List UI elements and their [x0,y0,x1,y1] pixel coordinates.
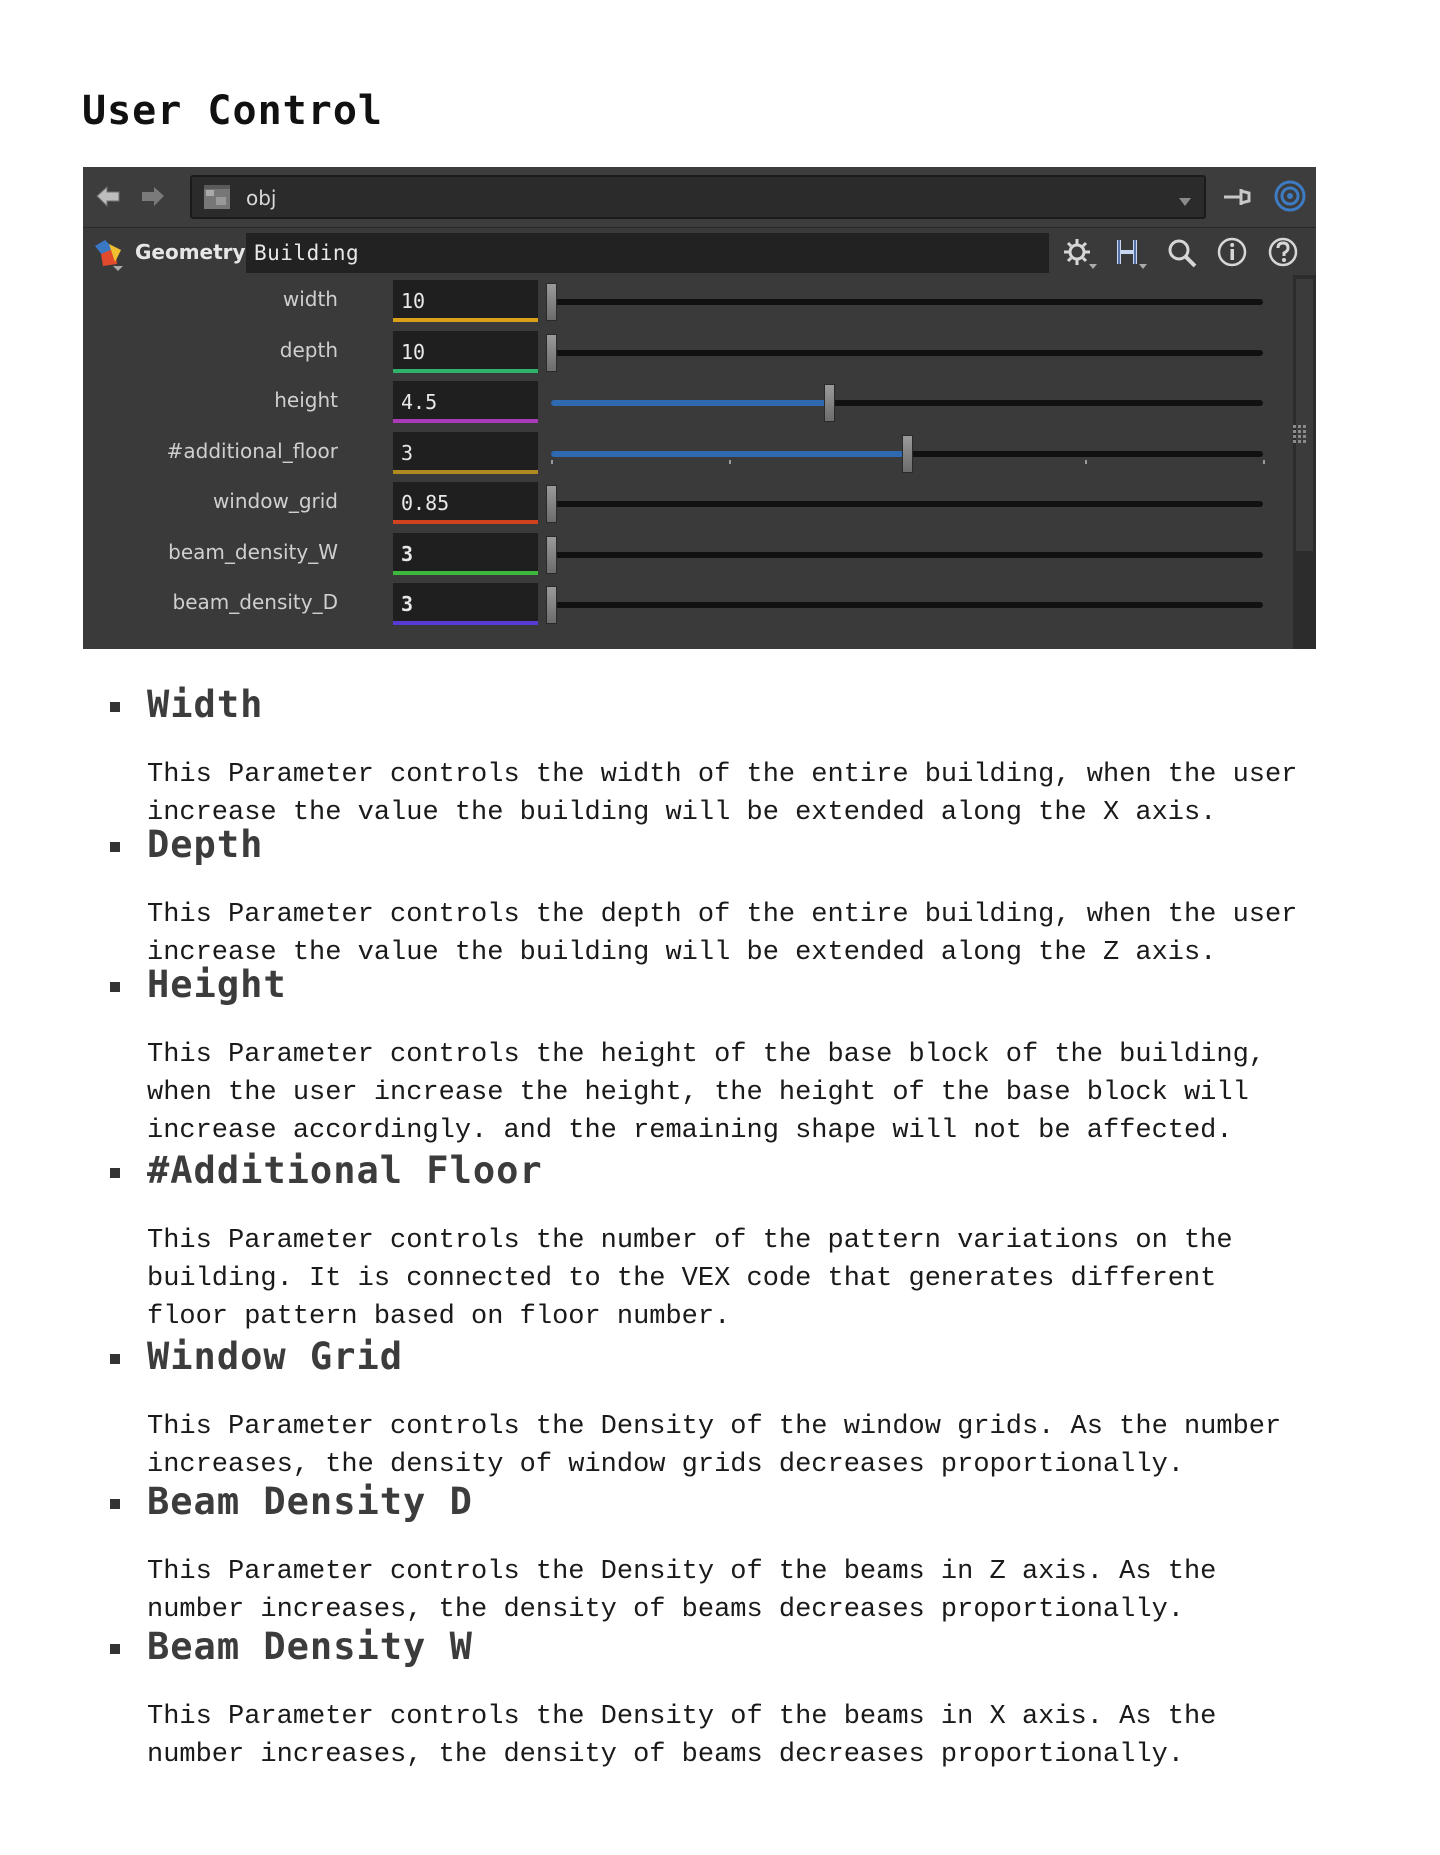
bullet-icon [110,702,120,712]
param-value: 10 [401,339,426,364]
param-value-field[interactable] [393,482,538,524]
item-description: This Parameter controls the Density of the beams in X axis. As the number increases, the density of beams decreases proportionally. [147,1702,1217,1770]
param-row [83,275,1293,325]
item-title: Height [147,963,287,1006]
param-label: depth [279,337,338,362]
network-icon [202,183,234,217]
slider-tick [551,460,553,464]
param-slider[interactable] [551,451,1263,457]
param-row [83,477,1293,527]
param-value: 3 [401,541,414,566]
slider-handle[interactable] [546,485,557,523]
param-slider[interactable] [551,400,1263,406]
param-value-field[interactable] [393,381,538,423]
scroll-thumb[interactable] [1296,279,1313,551]
slider-handle[interactable] [546,586,557,624]
param-color-underline [393,369,538,373]
page-title: User Control [82,88,383,134]
param-slider[interactable] [551,501,1263,507]
slider-tick [1085,460,1087,464]
bullet-icon [110,1354,120,1364]
slider-fill [551,451,907,457]
param-slider[interactable] [551,602,1263,608]
param-value: 3 [401,592,414,616]
slider-handle[interactable] [546,536,557,574]
param-slider[interactable] [551,552,1263,558]
slider-handle[interactable] [546,334,557,372]
houdini-help-icon[interactable] [1113,236,1147,270]
param-color-underline [393,318,538,322]
bullet-icon [110,842,120,852]
param-value-field[interactable] [393,533,538,575]
target-icon[interactable] [1273,179,1307,217]
param-label: width [282,287,338,311]
pin-icon[interactable] [1221,181,1255,217]
path-field[interactable] [190,175,1206,219]
geometry-icon[interactable] [91,238,131,276]
item-description: This Parameter controls the Density of the window grids. As the number increases, the density of window grids decreases proportionally. [147,1412,1282,1480]
param-color-underline [393,621,538,625]
slider-tick [1263,460,1265,464]
param-label: beam_density_W [168,539,338,564]
resize-grip-icon[interactable] [1291,423,1311,449]
slider-handle[interactable] [824,384,835,422]
bullet-icon [110,982,120,992]
param-value-field[interactable] [393,432,538,474]
forward-arrow-icon[interactable] [136,181,168,213]
param-color-underline [393,470,538,474]
param-row [83,326,1293,376]
item-description: This Parameter controls the height of the base block of the building, when the user increase the height, the height of the base block will increase accordingly. and the remaining shape will not be affected. [147,1040,1265,1146]
item-description: This Parameter controls the number of the pattern variations on the building. It is connected to the VEX code that generates different floor pattern based on floor number. [147,1226,1233,1332]
param-row [83,427,1293,477]
param-value: 0.85 [401,491,450,515]
help-icon[interactable] [1267,236,1301,270]
node-name-text: Building [254,241,360,265]
item-title: Beam Density D [147,1480,473,1523]
path-text: obj [246,186,277,210]
item-title: Depth [147,823,264,866]
param-value: 4.5 [401,390,438,414]
item-title: Beam Density W [147,1625,473,1668]
item-title: Width [147,683,264,726]
param-value: 3 [401,440,414,465]
item-description: This Parameter controls the depth of the entire building, when the user increase the value the building will be extended along the Z axis. [147,900,1298,968]
node-name-field[interactable] [246,233,1049,273]
param-label: height [274,388,338,412]
gear-icon[interactable] [1061,236,1095,270]
item-description: This Parameter controls the Density of the beams in Z axis. As the number increases, the density of beams decreases proportionally. [147,1557,1217,1625]
param-slider[interactable] [551,299,1263,305]
bullet-icon [110,1499,120,1509]
item-title: #Additional Floor [147,1149,543,1192]
path-bar [83,167,1316,227]
slider-tick [729,460,731,464]
param-row [83,578,1293,628]
item-title: Window Grid [147,1335,404,1378]
param-row [83,376,1293,426]
back-arrow-icon[interactable] [93,181,125,213]
bullet-icon [110,1644,120,1654]
item-description: This Parameter controls the width of the entire building, when the user increase the value the building will be extended along the X axis. [147,760,1298,828]
bullet-icon [110,1168,120,1178]
slider-fill [551,400,829,406]
slider-handle[interactable] [902,435,913,473]
param-label: #additional_floor [166,438,338,463]
search-icon[interactable] [1165,236,1199,270]
param-value-field[interactable] [393,280,538,322]
parameter-list [83,275,1293,649]
param-value-field[interactable] [393,331,538,373]
info-icon[interactable] [1216,236,1250,270]
param-value: 10 [401,289,426,313]
node-bar [83,227,1316,276]
param-label: beam_density_D [172,590,338,614]
param-value-field[interactable] [393,583,538,625]
param-color-underline [393,520,538,524]
chevron-down-icon[interactable] [1178,192,1192,211]
param-color-underline [393,571,538,575]
param-label: window_grid [212,489,338,513]
parameter-panel [83,167,1316,649]
param-slider[interactable] [551,350,1263,356]
slider-handle[interactable] [546,283,557,321]
param-row [83,528,1293,578]
param-color-underline [393,419,538,423]
node-type-label: Geometry [135,240,246,264]
scrollbar[interactable] [1293,275,1316,649]
